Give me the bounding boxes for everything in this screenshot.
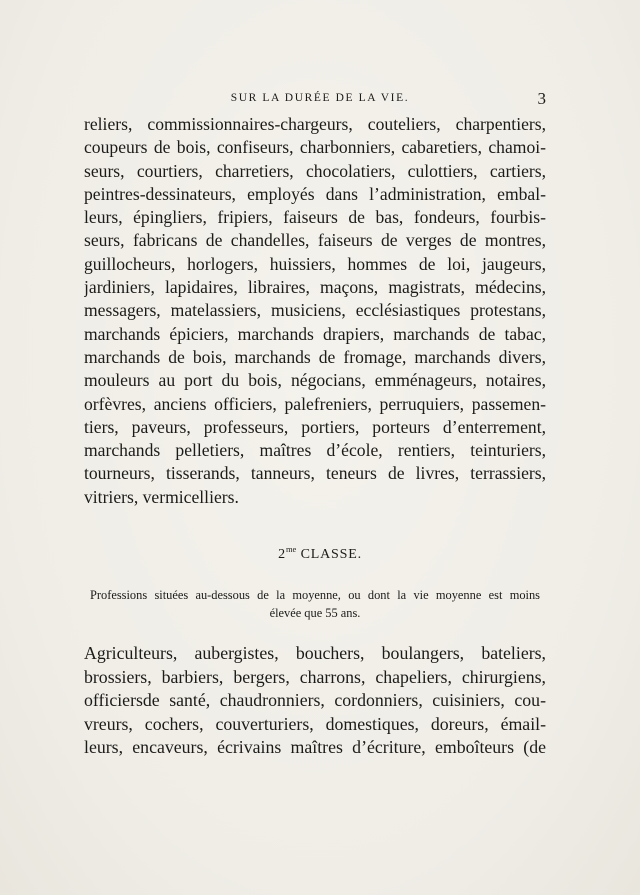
page-number: 3 (537, 89, 546, 108)
text-line: marchands épiciers, marchands drapiers, marchands de tabac, (84, 323, 546, 344)
description-line: élevée que 55 ans. (269, 606, 361, 620)
professions-list-paragraph-2 (84, 642, 546, 760)
text-line: tourneurs, tisserands, tanneurs, teneurs de livres, terrassiers, (84, 463, 546, 484)
text-line: guillocheurs, horlogers, huissiers, hommes de loi, jaugeurs, (84, 253, 546, 274)
text-line: Agriculteurs, aubergistes, bouchers, boulangers, bateliers, (84, 643, 546, 663)
text-line: leurs, encaveurs, écrivains maîtres d’écriture, emboîteurs (de (84, 737, 546, 758)
text-line: mouleurs au port du bois, négocians, emménageurs, notaires, (84, 370, 546, 391)
text-line: coupeurs de bois, confiseurs, charbonniers, cabaretiers, chamoi- (84, 137, 546, 158)
text-line: leurs, épingliers, fripiers, faiseurs de bas, fondeurs, fourbis- (84, 207, 546, 228)
text-line: seurs, fabricans de chandelles, faiseurs de verges de montres, (84, 230, 546, 251)
text-line: jardiniers, lapidaires, libraires, maçons, magistrats, médecins, (84, 277, 546, 298)
text-line: reliers, commissionnaires-chargeurs, couteliers, charpentiers, (84, 114, 546, 134)
text-line: officiersde santé, chaudronniers, cordonniers, cuisiniers, cou- (84, 690, 546, 711)
class-label: CLASSE. (300, 547, 362, 562)
text-line: vreurs, cochers, couverturiers, domestiques, doreurs, émail- (84, 713, 546, 734)
text-line: vitriers, vermicelliers. (84, 486, 239, 507)
text-line: orfèvres, anciens officiers, palefreniers, perruquiers, passemen- (84, 393, 546, 414)
text-line: marchands de bois, marchands de fromage, marchands divers, (84, 346, 546, 367)
professions-list-paragraph (84, 113, 546, 509)
class-heading (0, 544, 640, 563)
text-line: brossiers, barbiers, bergers, charrons, chapeliers, chirurgiens, (84, 666, 546, 687)
class-superscript: me (285, 544, 297, 554)
description-line: Professions situées au-dessous de la moyenne, ou dont la vie moyenne est moins (90, 588, 540, 602)
running-title: SUR LA DURÉE DE LA VIE. (230, 92, 410, 104)
class-description (90, 586, 540, 622)
text-line: messagers, matelassiers, musiciens, ecclésiastiques protestans, (84, 300, 546, 321)
text-line: tiers, paveurs, professeurs, portiers, porteurs d’enterrement, (84, 416, 546, 437)
text-line: seurs, courtiers, charretiers, chocolatiers, culottiers, cartiers, (84, 160, 546, 181)
class-number: 2 (278, 547, 286, 562)
running-head (0, 90, 640, 110)
text-line: marchands pelletiers, maîtres d’école, rentiers, teinturiers, (84, 440, 546, 461)
text-line: peintres-dessinateurs, employés dans l’administration, embal- (84, 183, 546, 204)
